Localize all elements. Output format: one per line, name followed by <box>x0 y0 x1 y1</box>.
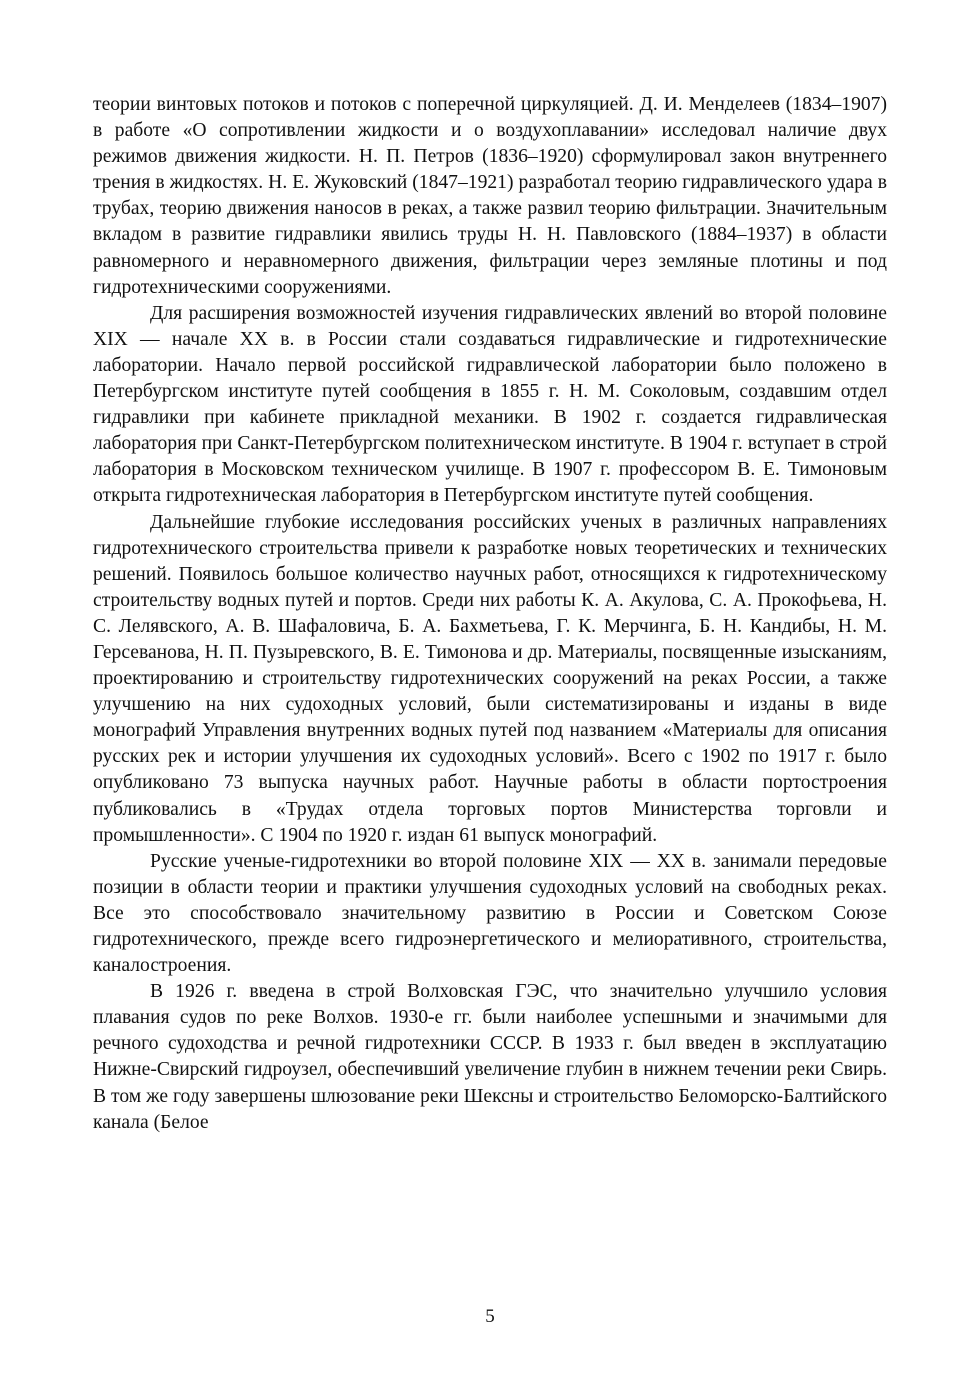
paragraph-continued: теории винтовых потоков и потоков с поперечной циркуляцией. Д. И. Менделеев (1834–1907) в работе «О сопротивлении жидкости и о воздухоплавании» исследовал наличие двух режимов движения жидкости. Н. П. Петров (1836–1920) сформулировал закон внутреннего трения в жидкостях. Н. Е. Жуковский (1847–1921) разработал теорию гидравлического удара в трубах, теорию движения наносов в реках, а также развил теорию фильтрации. Значительным вкладом в развитие гидравлики явились труды Н. Н. Павловского (1884–1937) в области равномерного и неравномерного движения, фильтрации через земляные плотины и под гидротехническими сооружениями. <box>93 94 887 298</box>
page-number: 5 <box>485 1306 495 1327</box>
paragraph-russian-scientists: Русские ученые-гидротехники во второй половине XIX — XX в. занимали передовые позиции в области теории и практики улучшения судоходных условий на свободных реках. Все это способствовало значительному развитию в России и Советском Союзе гидротехнического, прежде всего гидроэнергетического и мелиоративного, строительства, каналостроения. <box>93 850 887 977</box>
page-body <box>93 92 887 1136</box>
paragraph-research: Дальнейшие глубокие исследования российских ученых в различных направлениях гидротехнического строительства привели к разработке новых теоретических и технических решений. Появилось большое количество научных работ, относящихся к гидротехническому строительству водных путей и портов. Среди них работы К. А. Акулова, С. А. Прокофьева, Н. С. Лелявского, А. В. Шафаловича, Б. А. Бахметьева, Г. К. Мерчинга, Б. Н. Кандибы, Н. М. Герсеванова, Н. П. Пузыревского, В. Е. Тимонова и др. Материалы, посвященные изысканиям, проектированию и строительству гидротехнических сооружений на реках России, а также улучшению на них судоходных условий, были систематизированы и изданы в виде монографий Управления внутренних водных путей под названием «Материалы для описания русских рек и истории улучшения их судоходных условий». Всего с 1902 по 1917 г. было опубликовано 73 выпуска научных работ. Научные работы в области портостроения публиковались в «Трудах отдела торговых портов Министерства торговли и промышленности». С 1904 по 1920 г. издан 61 выпуск монографий. <box>93 511 887 846</box>
paragraph-laboratories: Для расширения возможностей изучения гидравлических явлений во второй половине XIX — начале XX в. в России стали создаваться гидравлические и гидротехнические лаборатории. Начало первой российской гидравлической лаборатории было положено в Петербургском институте путей сообщения в 1855 г. Н. М. Соколовым, создавшим отдел гидравлики при кабинете прикладной механики. В 1902 г. создается гидравлическая лаборатория при Санкт-Петербургском политехническом институте. В 1904 г. вступает в строй лаборатория в Московском техническом училище. В 1907 г. профессором В. Е. Тимоновым открыта гидротехническая лаборатория в Петербургском институте путей сообщения. <box>93 302 887 507</box>
paragraph-1930s: В 1926 г. введена в строй Волховская ГЭС, что значительно улучшило условия плавания судов по реке Волхов. 1930-е гг. были наиболее успешными и значимыми для речного судоходства и речной гидротехники СССР. В 1933 г. был введен в эксплуатацию Нижне-Свирский гидроузел, обеспечивший увеличение глубин в нижнем течении реки Свирь. В том же году завершены шлюзование реки Шексны и строительство Беломорско-Балтийского канала (Белое <box>93 981 887 1133</box>
